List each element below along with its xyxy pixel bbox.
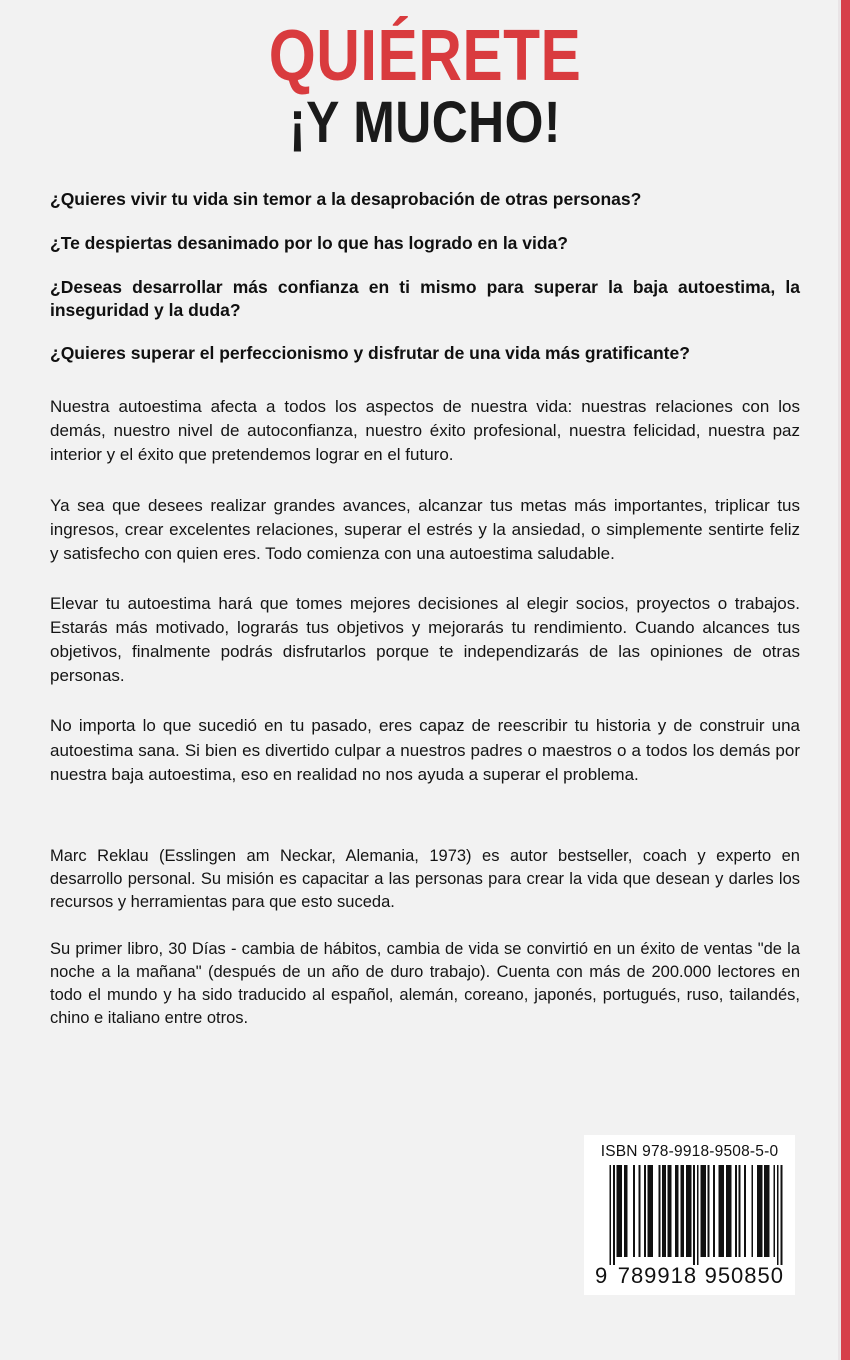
body-paragraph: Elevar tu autoestima hará que tomes mejores decisiones al elegir socios, proyectos o trabajos. Estarás más motivado, lograrás tus objetivos y mejorarás tu rendimiento. Cuando alcances tus objetivos, finalmente podrás disfrutarlos porque te independizarás de las opiniones de otras personas. (50, 593, 800, 686)
barcode-digit-lead: 9 (595, 1263, 609, 1288)
cover-edge-stripe (841, 0, 850, 1360)
question-item: ¿Quieres vivir tu vida sin temor a la desaprobación de otras personas? (50, 189, 642, 210)
bio-paragraph: Su primer libro, 30 Días - cambia de hábitos, cambia de vida se convirtió en un éxito de ventas "de la noche a la mañana" (después de un año de duro trabajo). Cuenta con más de 200.000 lectores en todo el mundo y ha sido traducido al español, alemán, coreano, japonés, portugués, ruso, tailandés, chino e italiano entre otros. (50, 940, 800, 1028)
isbn-barcode-block (584, 1135, 795, 1295)
body-copy (50, 395, 800, 787)
question-item: ¿Quieres superar el perfeccionismo y disfrutar de una vida más gratificante? (50, 343, 690, 364)
body-paragraph: Ya sea que desees realizar grandes avances, alcanzar tus metas más importantes, triplicar tus ingresos, crear excelentes relaciones, superar el estrés y la ansiedad, o simplemente sentirte feliz y satisfecho con quien eres. Todo comienza con una autoestima saludable. (50, 495, 800, 563)
barcode-digit-group-left: 789918 (617, 1263, 698, 1288)
question-list (50, 188, 800, 365)
page-title-secondary: ¡Y MUCHO! (289, 90, 561, 156)
barcode-digits (593, 1263, 786, 1289)
bio-paragraph: Marc Reklau (Esslingen am Neckar, Alemania, 1973) es autor bestseller, coach y experto en desarrollo personal. Su misión es capacitar a las personas para crear la vida que desean y darles los recursos y herramientas para que esto suceda. (50, 846, 800, 911)
page-title-primary: QUIÉRETE (268, 16, 582, 96)
cover-content-column (50, 0, 800, 1054)
barcode-icon (593, 1165, 786, 1265)
body-paragraph: No importa lo que sucedió en tu pasado, eres capaz de reescribir tu historia y de construir una autoestima sana. Si bien es divertido culpar a nuestros padres o maestros o a todos los demás por nuestra baja autoestima, eso en realidad no nos ayuda a superar el problema. (50, 716, 800, 784)
title-block (50, 0, 800, 156)
body-paragraph: Nuestra autoestima afecta a todos los aspectos de nuestra vida: nuestras relaciones con los demás, nuestro nivel de autoconfianza, nuestro éxito profesional, nuestra felicidad, nuestra paz interior y el éxito que pretendemos lograr en el futuro. (50, 397, 800, 465)
question-item: ¿Deseas desarrollar más confianza en ti mismo para superar la baja autoestima, la inseguridad y la duda? (50, 276, 800, 320)
barcode-digit-group-right: 950850 (704, 1263, 784, 1288)
author-bio (50, 845, 800, 1031)
question-item: ¿Te despiertas desanimado por lo que has logrado en la vida? (50, 233, 568, 254)
isbn-label: ISBN 978-9918-9508-5-0 (600, 1143, 779, 1160)
